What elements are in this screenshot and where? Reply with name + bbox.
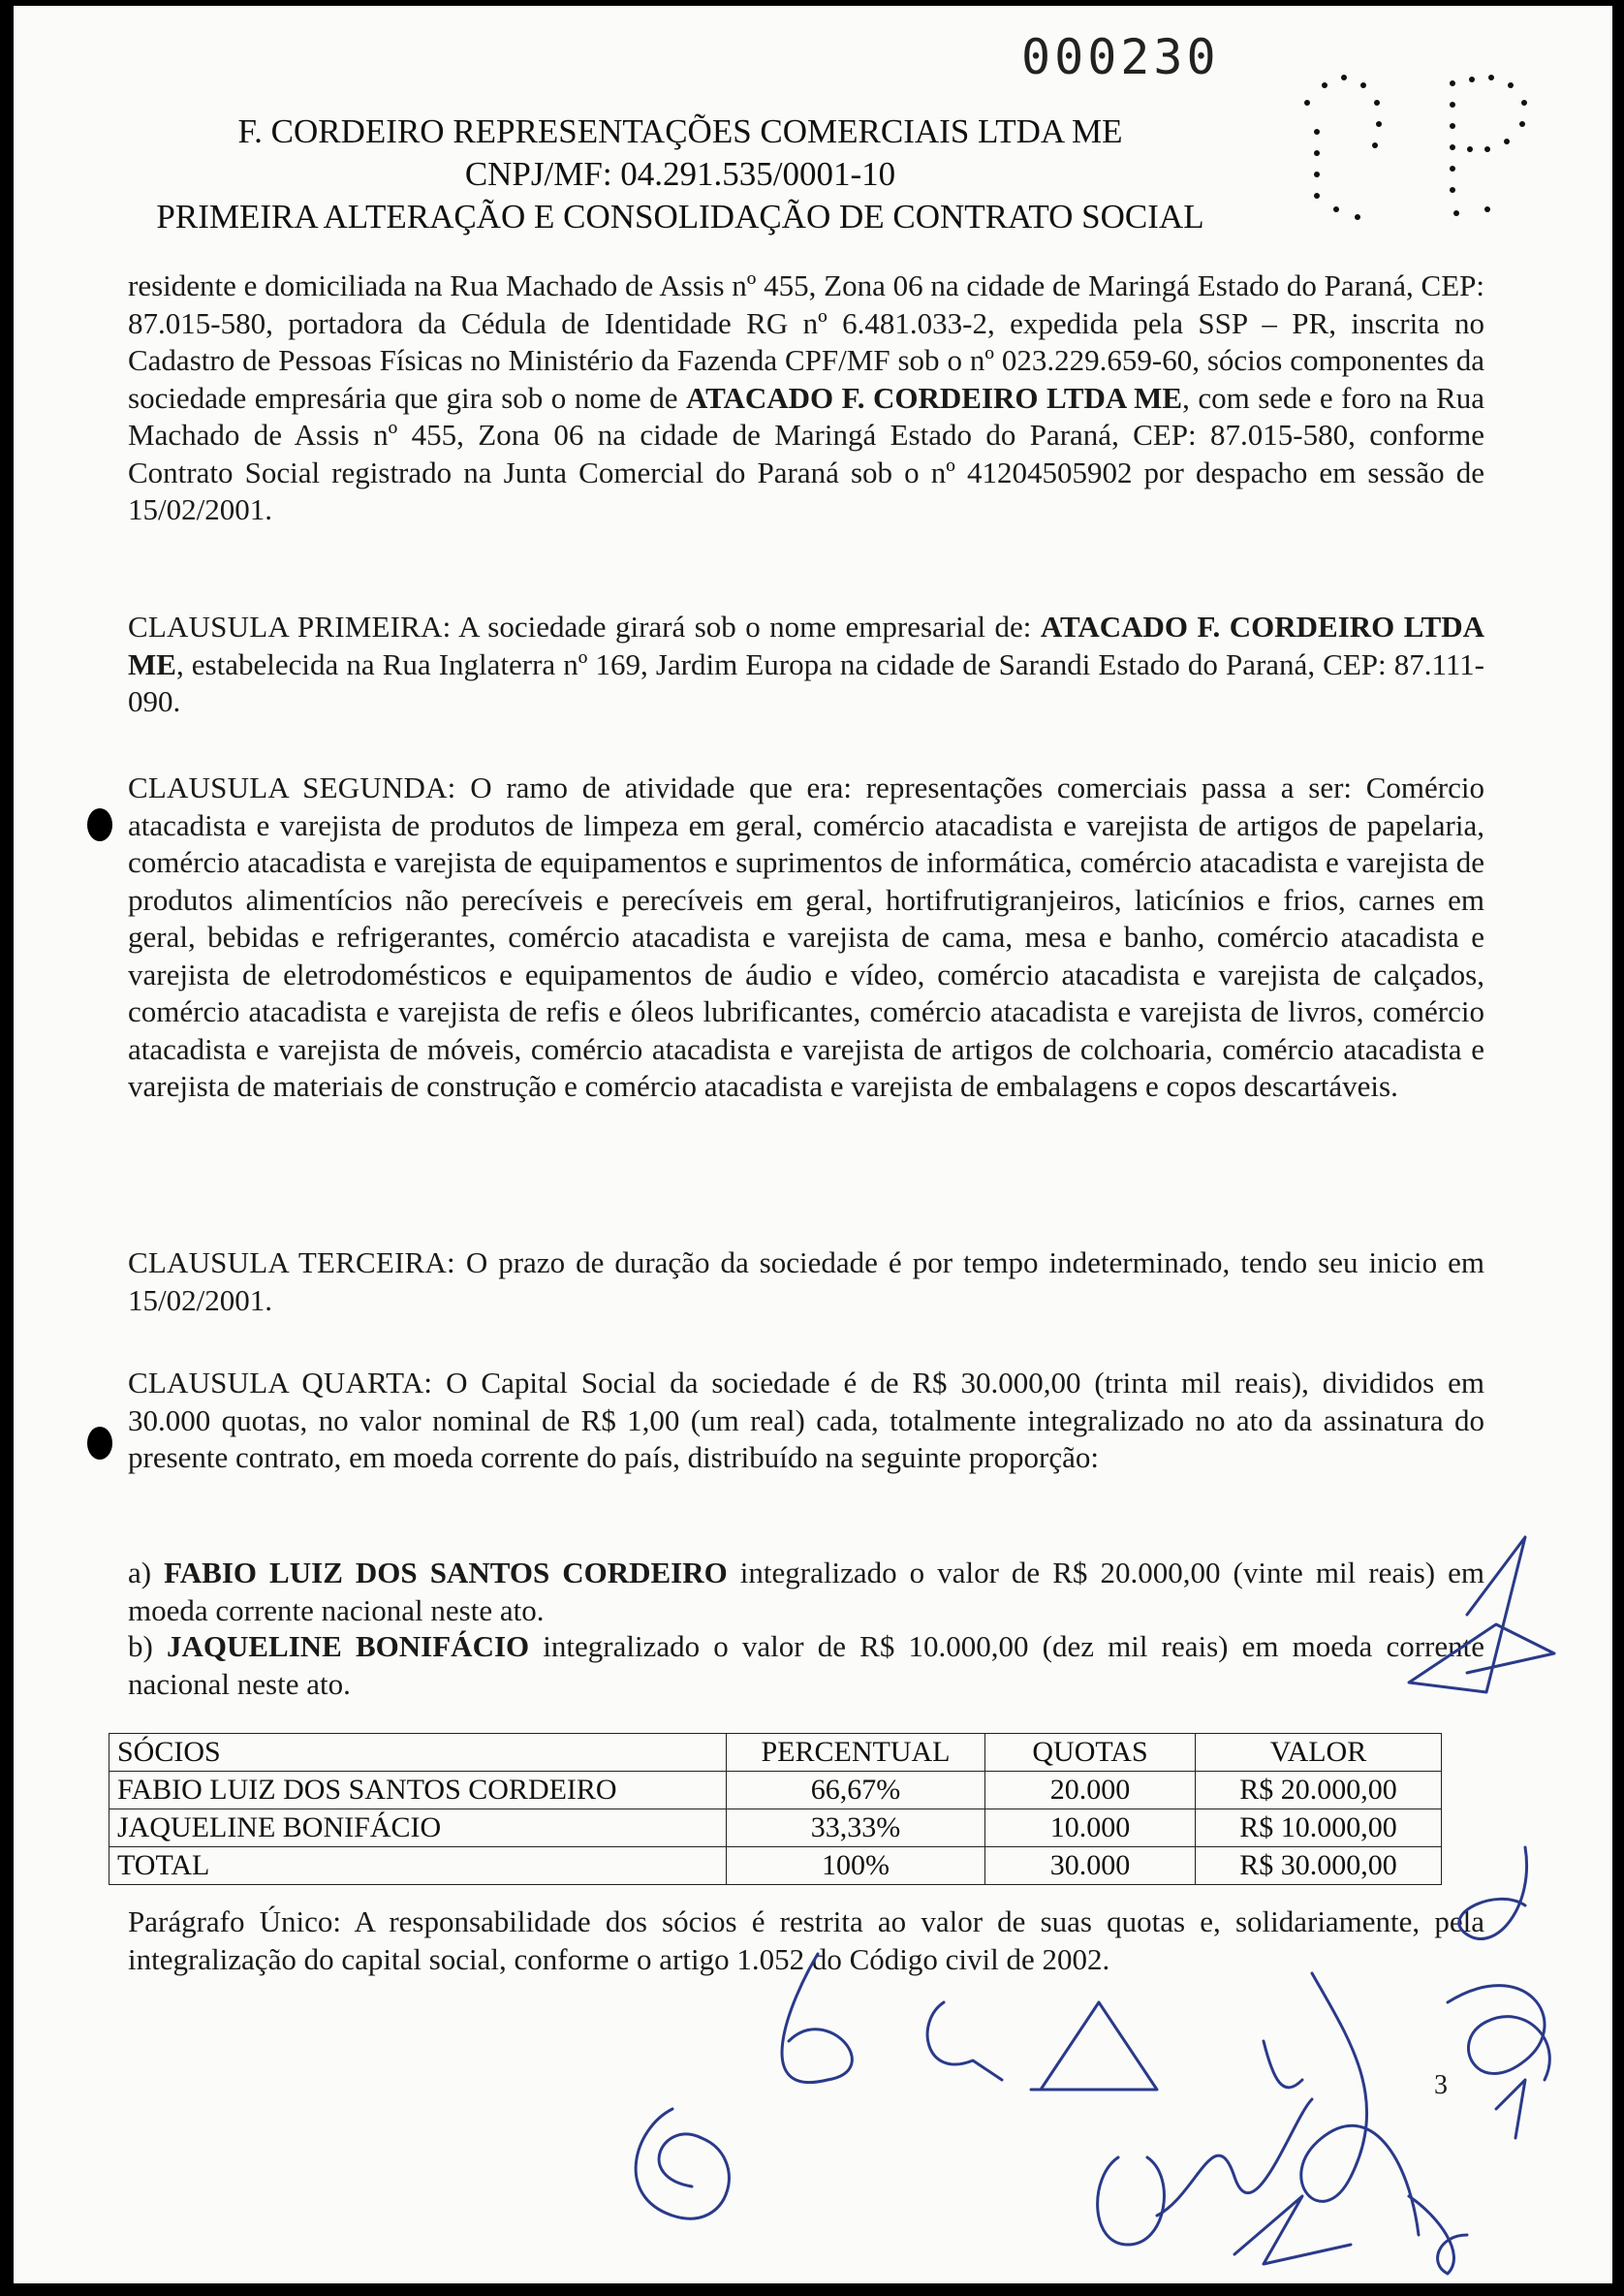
signature-mark <box>1496 2080 1525 2138</box>
item-prefix: a) <box>128 1556 165 1589</box>
signature-mark <box>1448 1986 1549 2080</box>
punch-hole-mark <box>87 1427 112 1460</box>
signature-mark <box>1301 1973 1419 2235</box>
clausula-label: CLAUSULA SEGUNDA: <box>128 771 456 804</box>
clausula-label: CLAUSULA TERCEIRA: <box>128 1245 455 1279</box>
partner-name: FABIO LUIZ DOS SANTOS CORDEIRO <box>164 1556 728 1589</box>
clausula-quarta <box>128 1365 1484 1477</box>
cell-socio: TOTAL <box>109 1847 727 1885</box>
cell-percentual: 100% <box>727 1847 985 1885</box>
signature-mark <box>1234 2196 1351 2264</box>
intro-paragraph <box>128 267 1484 529</box>
header-valor: VALOR <box>1196 1734 1442 1772</box>
clausula-segunda <box>128 770 1484 1106</box>
document-page <box>14 6 1612 2283</box>
partner-name: JAQUELINE BONIFÁCIO <box>166 1629 530 1663</box>
header-percentual: PERCENTUAL <box>727 1734 985 1772</box>
cell-socio: FABIO LUIZ DOS SANTOS CORDEIRO <box>109 1772 727 1809</box>
cell-socio: JAQUELINE BONIFÁCIO <box>109 1809 727 1847</box>
intro-text: residente e domiciliada na Rua Machado de Assis nº 455, Zona 06 na cidade de Maringá Estado do Paraná, CEP: 87.015-580, portadora da Cédula de Identidade RG nº 6.481.033-2, expedida pela SSP – PR, inscrita no Cadastro de Pessoas Físicas no Ministério da Fazenda CPF/MF sob o nº 023.229.659-60, sócios componentes da sociedade empresária que gira sob o nome de <box>128 268 1484 415</box>
clausula-text-cont: , estabelecida na Rua Inglaterra nº 169, Jardim Europa na cidade de Sarandi Estado do Paraná, CEP: 87.111-090. <box>128 646 1484 718</box>
header-socios: SÓCIOS <box>109 1734 727 1772</box>
document-header <box>14 110 1347 238</box>
cell-quotas: 10.000 <box>985 1809 1196 1847</box>
signature-mark <box>927 2002 1002 2080</box>
signature-mark <box>1459 1847 1527 1938</box>
signature-mark <box>1409 1537 1554 1692</box>
clausula-terceira <box>128 1244 1484 1319</box>
document-number: 000230 <box>1021 29 1220 85</box>
cell-percentual: 33,33% <box>727 1809 985 1847</box>
cell-valor: R$ 10.000,00 <box>1196 1809 1442 1847</box>
signature-mark <box>1264 2041 1302 2088</box>
clausula-label: CLAUSULA QUARTA: <box>128 1366 433 1400</box>
item-prefix: b) <box>128 1629 167 1663</box>
company-heading: F. CORDEIRO REPRESENTAÇÕES COMERCIAIS LTDA ME <box>237 112 1123 150</box>
page-number: 3 <box>1434 2070 1448 2100</box>
paragraph-label: Parágrafo Único: <box>128 1904 342 1938</box>
cell-quotas: 30.000 <box>985 1847 1196 1885</box>
clausula-text: O Capital Social da sociedade é de R$ 30.000,00 (trinta mil reais), divididos em 30.000 quotas, no valor nominal de R$ 1,00 (um real) cada, totalmente integralizado no ato da assinatura do presente contrato, em moeda corrente do país, distribuído na seguinte proporção: <box>128 1366 1484 1474</box>
company-name: ATACADO F. CORDEIRO LTDA ME <box>686 380 1183 415</box>
signature-mark <box>1031 2002 1157 2090</box>
clausula-text: O ramo de atividade que era: representações comerciais passa a ser: Comércio atacadista e varejista de produtos de limpeza em geral, comércio atacadista e varejista de artigos de papelaria, comércio atacadista e varejista de equipamentos e suprimentos de informática, comércio atacadista e varejista de produtos alimentícios não perecíveis e perecíveis em geral, hortifrutigranjeiros, laticínios e frios, carnes em geral, bebidas e refrigerantes, comércio atacadista e varejista de cama, mesa e banho, comércio atacadista e varejista de eletrodomésticos e equipamentos de áudio e vídeo, comércio atacadista e varejista de calçados, comércio atacadista e varejista de refis e óleos lubrificantes, comércio atacadista e varejista de livros, comércio atacadista e varejista de móveis, comércio atacadista e varejista de artigos de colchoaria, comércio atacadista e varejista de materiais de construção e comércio atacadista e varejista de embalagens e copos descartáveis. <box>128 771 1484 1103</box>
signature-mark <box>782 1954 852 2083</box>
cnpj-line: CNPJ/MF: 04.291.535/0001-10 <box>464 155 896 193</box>
signature-mark <box>1157 2099 1312 2216</box>
cell-quotas: 20.000 <box>985 1772 1196 1809</box>
header-quotas: QUOTAS <box>985 1734 1196 1772</box>
clausula-primeira <box>128 609 1484 721</box>
clausula-label: CLAUSULA PRIMEIRA: <box>128 610 452 644</box>
cell-valor: R$ 30.000,00 <box>1196 1847 1442 1885</box>
signature-mark <box>636 2109 729 2218</box>
clausula-text: A sociedade girará sob o nome empresarial de: <box>451 610 1041 644</box>
item-text: integralizado o valor de R$ 20.000,00 (vinte mil reais) em moeda corrente nacional neste ato. <box>128 1556 1485 1627</box>
item-text: integralizado o valor de R$ 10.000,00 (dez mil reais) em moeda corrente nacional neste ato. <box>128 1629 1484 1701</box>
punch-hole-mark <box>87 808 112 841</box>
document-title: PRIMEIRA ALTERAÇÃO E CONSOLIDAÇÃO DE CONTRATO SOCIAL <box>156 198 1204 236</box>
cell-percentual: 66,67% <box>727 1772 985 1809</box>
cell-valor: R$ 20.000,00 <box>1196 1772 1442 1809</box>
intro-text-cont: , com sede e foro na Rua Machado de Assis nº 455, Zona 06 na cidade de Maringá Estado do Paraná, CEP: 87.015-580, conforme Contrato Social registrado na Junta Comercial do Paraná sob o nº 41204505902 por despacho em sessão de 15/02/2001. <box>128 380 1484 526</box>
signatures <box>14 1498 1612 2283</box>
paragraph-text: A responsabilidade dos sócios é restrita ao valor de suas quotas e, solidariamente, pela integralização do capital social, conforme o artigo 1.052 do Código civil de 2002. <box>128 1904 1484 1976</box>
company-name: ATACADO F. CORDEIRO LTDA ME <box>128 610 1485 681</box>
clausula-text: O prazo de duração da sociedade é por tempo indeterminado, tendo seu inicio em 15/02/2001. <box>128 1245 1484 1317</box>
signature-mark <box>1098 2157 1165 2245</box>
